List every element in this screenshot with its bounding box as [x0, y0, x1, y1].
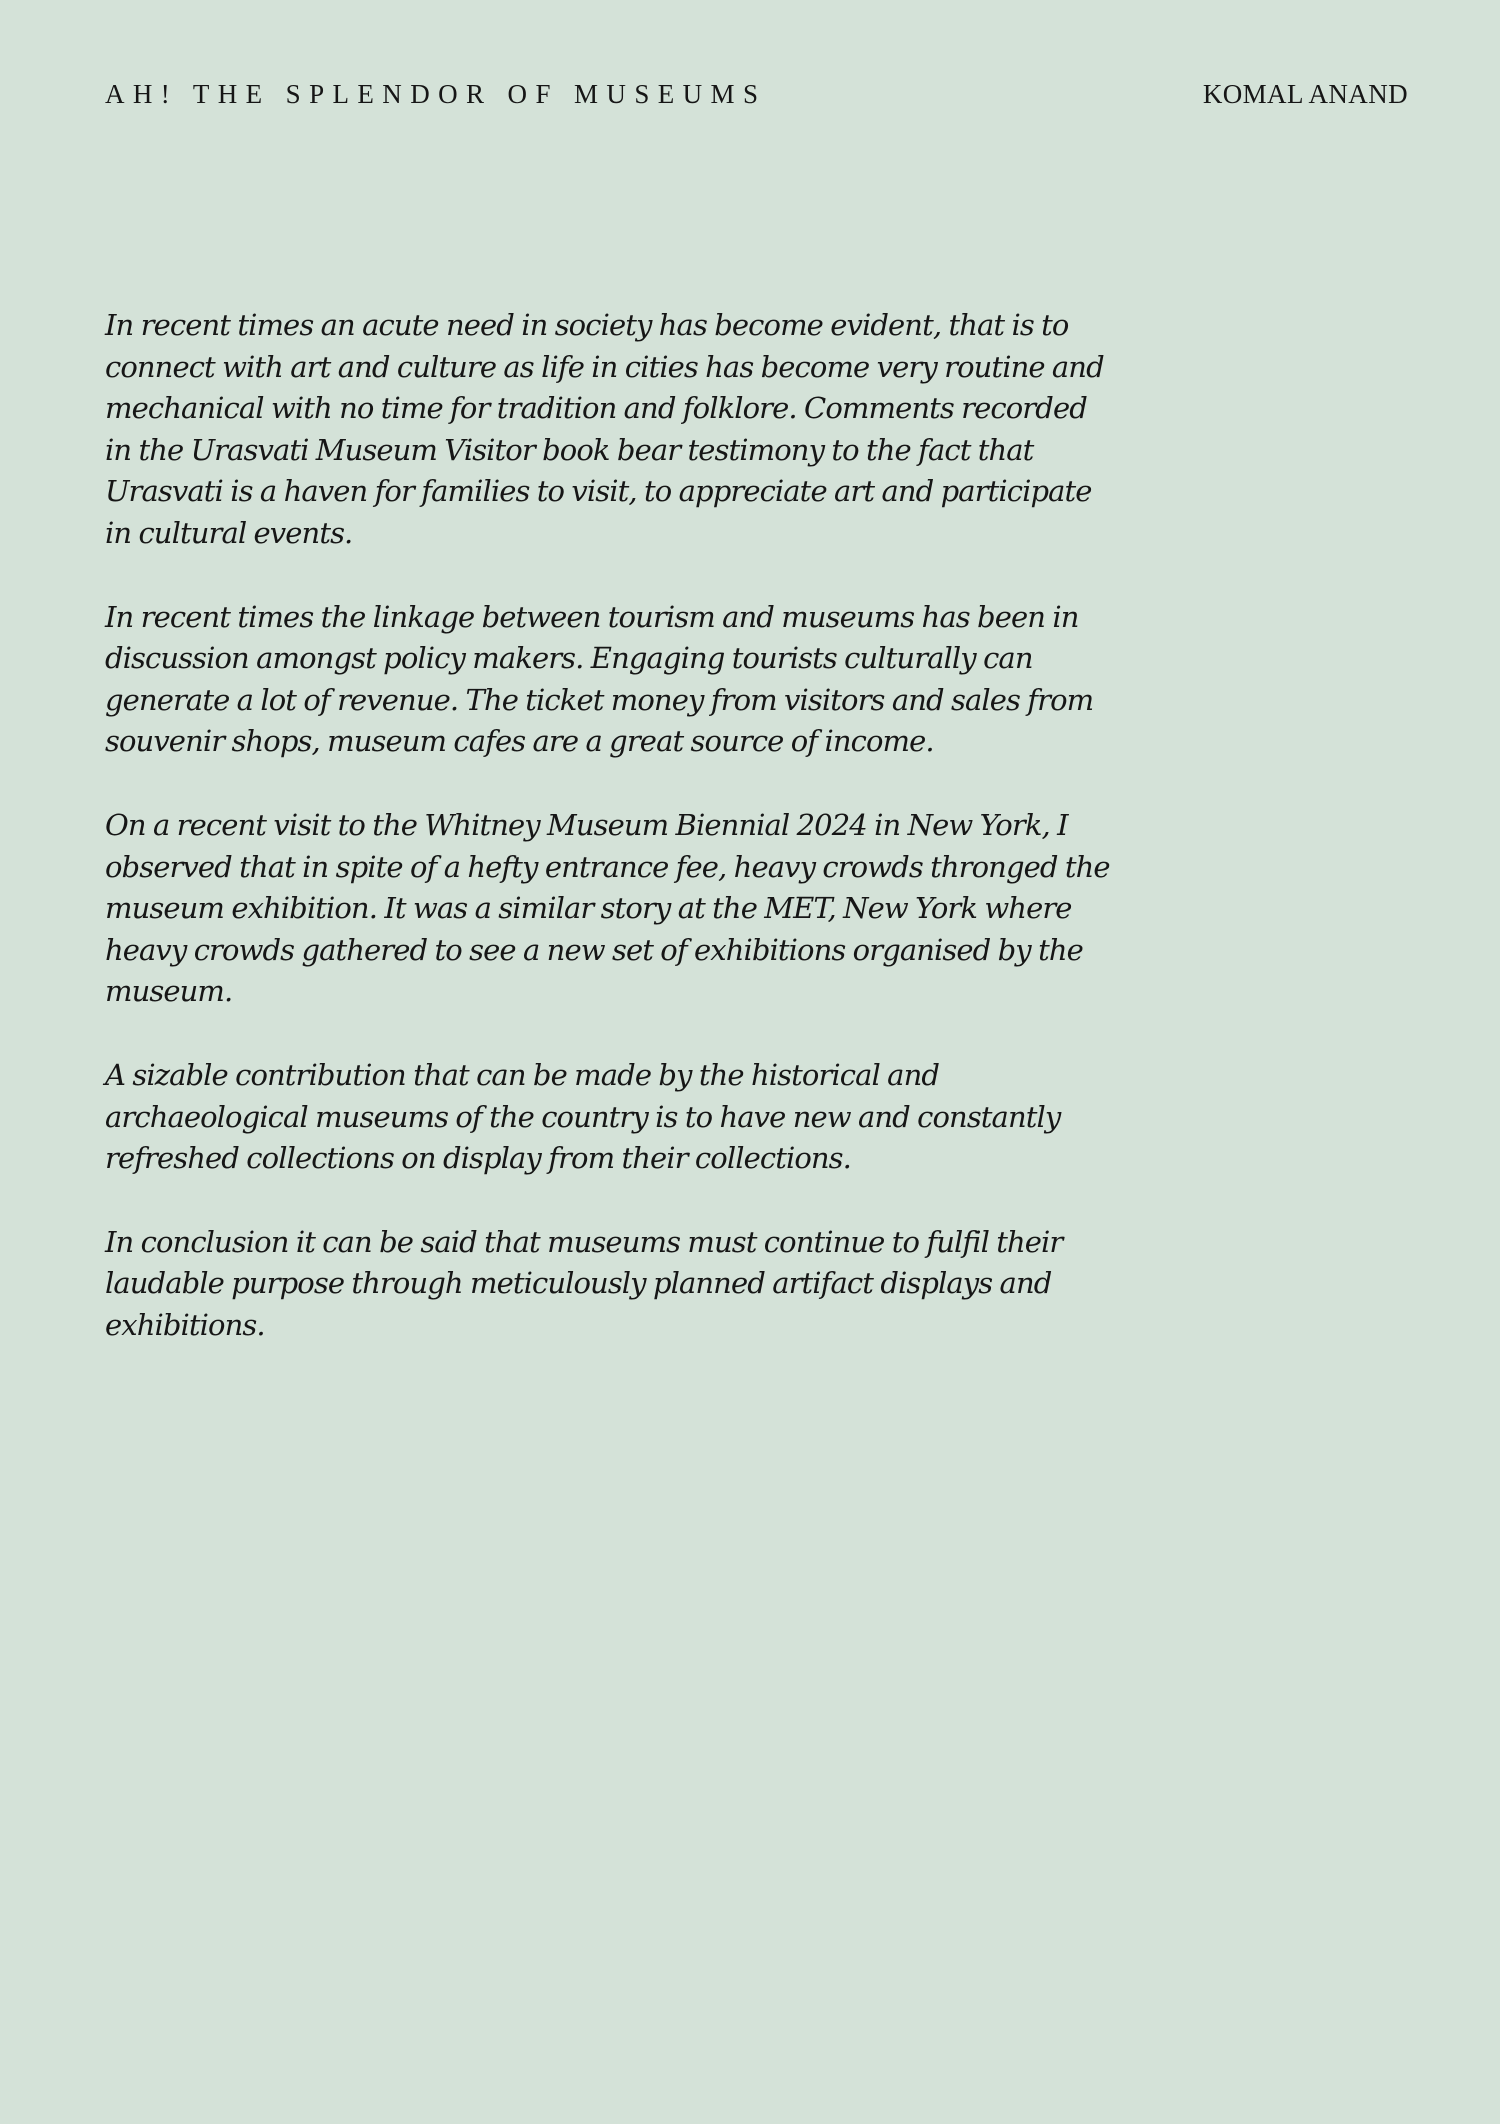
paragraph-2: In recent times the linkage between tourism and museums has been in discussion amongst policy makers. Engaging tourists culturally can generate a lot of revenue. The ticket money from visitors and sales from souvenir shops, museum cafes are a great source of income. — [105, 599, 1094, 759]
article-body — [105, 305, 1115, 1388]
document-title: AH! THE SPLENDOR OF MUSEUMS — [105, 78, 767, 109]
paragraph-4: A sizable contribution that can be made by the historical and archaeological museums of the country is to have new and constantly refreshed collections on display from their collections. — [105, 1057, 1061, 1176]
paragraph-1: In recent times an acute need in society has become evident, that is to connect with art and culture as life in cities has become very routine and mechanical with no time for tradition and folklore. Comments recorded in the Urasvati Museum Visitor book bear testimony to the fact that Urasvati is a haven for families to visit, to appreciate art and participate in cultural events. — [105, 308, 1104, 550]
author-name: KOMAL ANAND — [1202, 78, 1408, 109]
paragraph-5: In conclusion it can be said that museums must continue to fulfil their laudable purpose through meticulously planned artifact displays and exhibitions. — [105, 1224, 1063, 1342]
page-header — [105, 74, 1408, 114]
paragraph-3: On a recent visit to the Whitney Museum Biennial 2024 in New York, I observed that in spite of a hefty entrance fee, heavy crowds thronged the museum exhibition. It was a similar story at the MET, New York where heavy crowds gathered to see a new set of exhibitions organised by the museum. — [105, 807, 1110, 1009]
